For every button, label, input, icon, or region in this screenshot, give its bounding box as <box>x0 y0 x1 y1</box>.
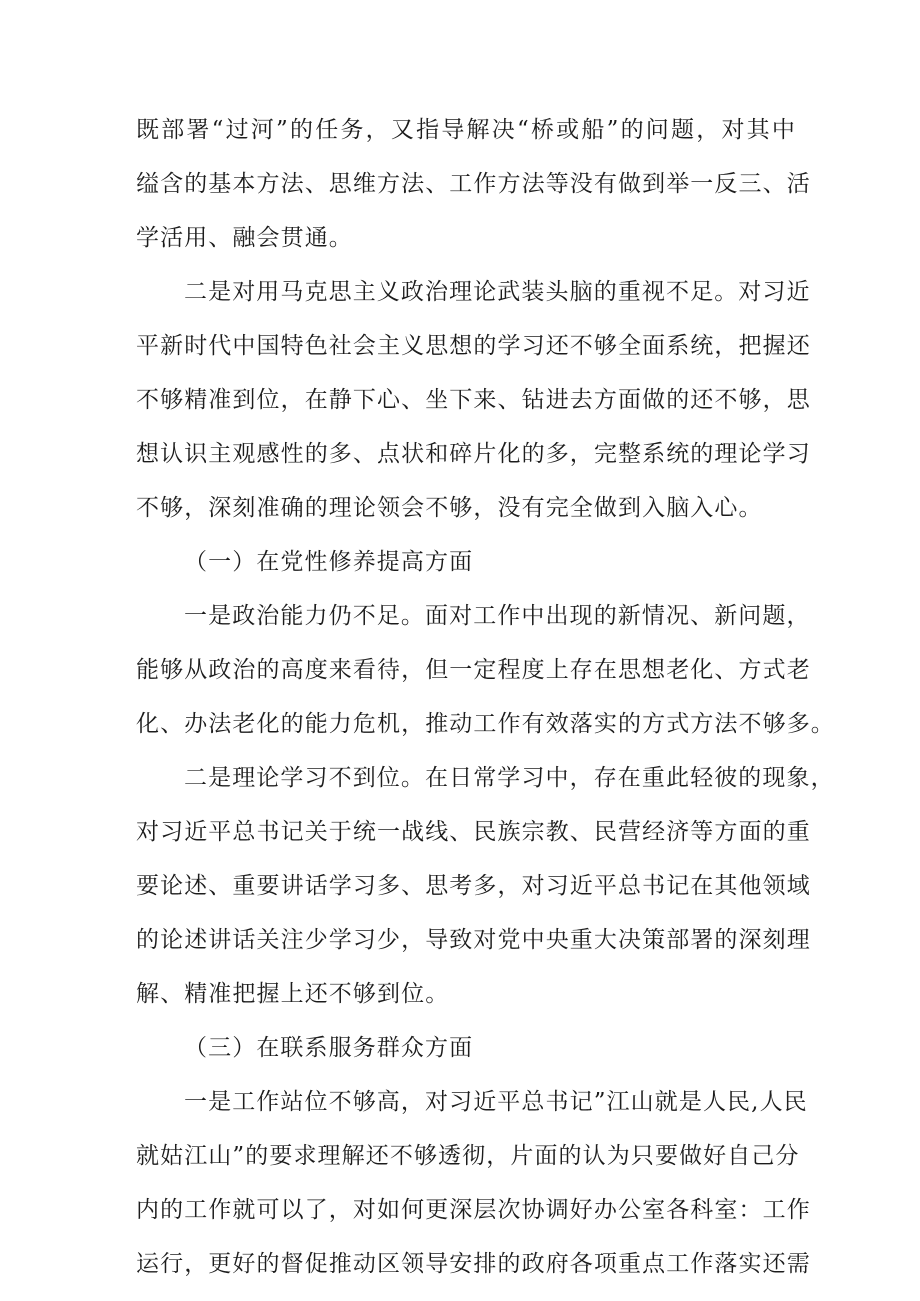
text-line: 既部署“过河”的任务，又指导解决“桥或船”的问题，对其中 <box>136 117 796 143</box>
text-line: 学活用、融会贯通。 <box>136 225 353 251</box>
text-line: 解、精准把握上还不够到位。 <box>136 981 450 1007</box>
text-line: 二是理论学习不到位。在日常学习中，存在重此轻彼的现象， <box>184 765 835 791</box>
text-line: 一是政治能力仍不足。面对工作中出现的新情况、新问题， <box>184 603 811 629</box>
text-line: 的论述讲话关注少学习少，导致对党中央重大决策部署的深刻理 <box>136 927 811 953</box>
text-line: 二是对用马克思主义政治理论武装头脑的重视不足。对习近 <box>184 279 811 305</box>
text-line: 想认识主观感性的多、点状和碎片化的多，完整系统的理论学习 <box>136 441 811 467</box>
text-line: 缢含的基本方法、思维方法、工作方法等没有做到举一反三、活 <box>136 171 811 197</box>
text-line: 化、办法老化的能力危机，推动工作有效落实的方式方法不够多。 <box>136 711 835 737</box>
text-line: 对习近平总书记关于统一战线、民族宗教、民营经济等方面的重 <box>136 819 811 845</box>
text-line: 要论述、重要讲话学习多、思考多，对习近平总书记在其他领域 <box>136 873 811 899</box>
text-line: 不够精准到位，在静下心、坐下来、钻进去方面做的还不够，思 <box>136 387 811 413</box>
text-line: 能够从政治的高度来看待，但一定程度上存在思想老化、方式老 <box>136 657 811 683</box>
text-line: 内的工作就可以了，对如何更深层次协调好办公室各科室：工作 <box>136 1197 811 1223</box>
text-line: 运行，更好的督促推动区领导安排的政府各项重点工作落实还需 <box>136 1251 811 1277</box>
section-heading-serving-masses: （三）在联系服务群众方面 <box>184 1035 474 1061</box>
text-line: 一是工作站位不够高，对习近平总书记”江山就是人民,人民 <box>184 1089 808 1115</box>
text-line: 平新时代中国特色社会主义思想的学习还不够全面系统，把握还 <box>136 333 811 359</box>
section-heading-party-spirit: （一）在党性修养提高方面 <box>184 549 474 575</box>
text-line: 就姑江山”的要求理解还不够透彻，片面的认为只要做好自己分 <box>136 1143 800 1169</box>
text-line: 不够，深刻准确的理论领会不够，没有完全做到入脑入心。 <box>136 495 763 521</box>
